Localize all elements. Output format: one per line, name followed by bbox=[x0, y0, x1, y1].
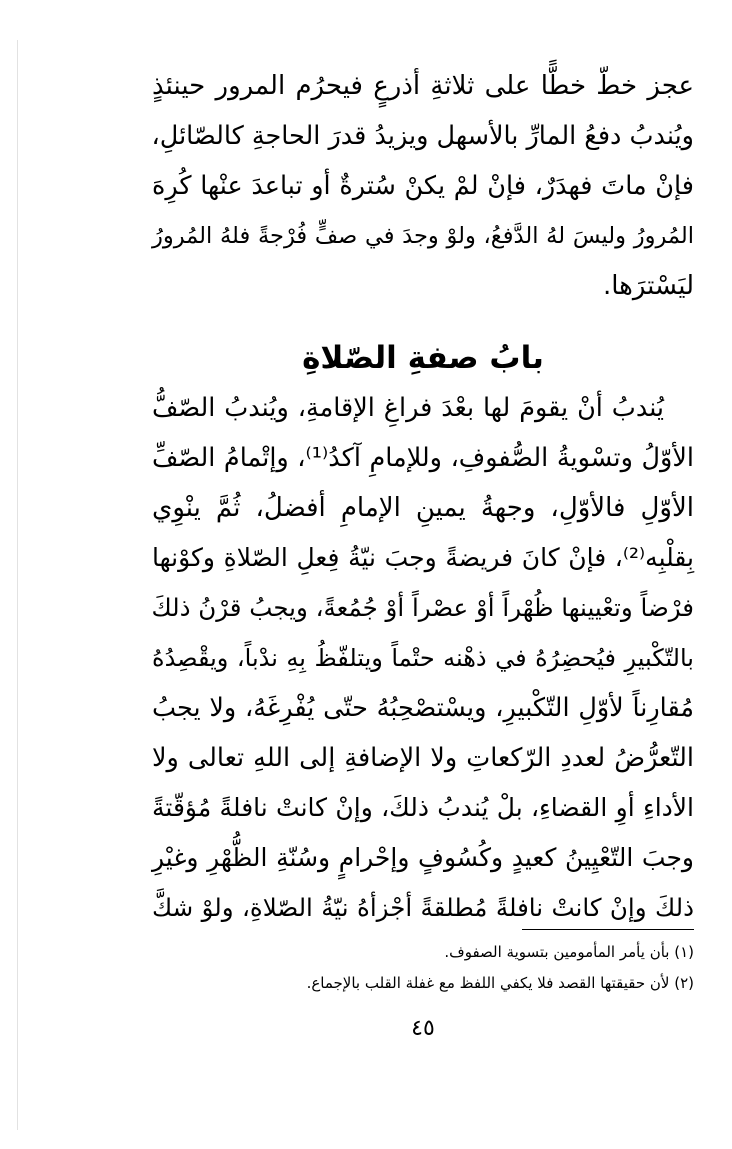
text-line: مُقارِناً لأوّلِ التّكْبيرِ، ويسْتصْحِبُهُ حتّى يُفْرِغَهُ، ولا يجبُ bbox=[152, 693, 694, 723]
text-line: الأوّلِ فالأوّلِ، وجهةُ يمينِ الإمامِ أفضلُ، ثُمَّ ينْوِي bbox=[152, 493, 694, 523]
text-line: الأداءِ أوِ القضاءِ، بلْ يُندبُ ذلكَ، وإنْ كانتْ نافلةً مُؤقّتةً bbox=[152, 793, 694, 822]
text-line: ويُندبُ دفعُ المارِّ بالأسهل ويزيدُ قدرَ الحاجةِ كالصّائلِ، bbox=[151, 121, 694, 151]
chapter-title: بابُ صفةِ الصّلاةِ bbox=[302, 340, 544, 376]
page-margin-line bbox=[17, 40, 18, 1130]
text-line: ليَسْترَها. bbox=[602, 271, 694, 301]
text-line: عجز خطّ خطًّا على ثلاثةِ أذرعٍ فيحرُم المرور حينئذٍ bbox=[152, 71, 694, 101]
body-text-top bbox=[152, 61, 694, 311]
text-line: بِقلْبِه⁽²⁾، فإنْ كانَ فريضةً وجبَ نيّةُ فِعلِ الصّلاةِ وكوْنها bbox=[152, 543, 694, 572]
text-line: يُندبُ أنْ يقومَ لها بعْدَ فراغِ الإقامةِ، ويُندبُ الصّفُّ bbox=[152, 393, 664, 423]
text-line: الأوّلُ وتسْويةُ الصُّفوفِ، وللإمامِ آكدُ⁽¹⁾، وإتْمامُ الصّفِّ bbox=[152, 443, 694, 473]
text-line: فإنْ ماتَ فهدَرٌ، فإنْ لمْ يكنْ سُترةٌ أو تباعدَ عنْها كُرِهَ bbox=[152, 171, 694, 201]
text-line: فرْضاً وتعْيينها ظُهْراً أوْ عصْراً أوْ جُمُعةً، ويجبُ قرْنُ ذلكَ bbox=[151, 593, 694, 622]
footnote: (١) بأن يأمر المأمومين بتسوية الصفوف. bbox=[444, 943, 694, 961]
body-text-bottom bbox=[152, 383, 694, 933]
text-line: التّعرُّضُ لعددِ الرّكعاتِ ولا الإضافةِ إلى اللهِ تعالى ولا bbox=[152, 743, 694, 773]
text-line: بالتّكْبيرِ فيُحضِرُهُ في ذهْنه حتْماً ويتلفّظُ بِهِ ندْباً، ويقْصِدُهُ bbox=[152, 644, 694, 672]
footnote-divider bbox=[522, 929, 694, 930]
text-line: المُرورُ وليسَ لهُ الدَّفعُ، ولوْ وجدَ في صفٍّ فُرْجةً فلهُ المُرورُ bbox=[152, 223, 694, 249]
footnote: (٢) لأن حقيقتها القصد فلا يكفي اللفظ مع غفلة القلب بالإجماع. bbox=[306, 974, 694, 992]
footnotes bbox=[152, 937, 694, 999]
page-number: ٤٥ bbox=[411, 1016, 435, 1041]
text-line: وجبَ التّعْيِينُ كعيدٍ وكُسُوفٍ وإحْرامٍ وسُنّةِ الظُّهْرِ وغيْرِ bbox=[152, 843, 694, 872]
text-line: ذلكَ وإنْ كانتْ نافلةً مُطلقةً أجْزأهُ نيّةُ الصّلاةِ، ولوْ شكَّ bbox=[152, 893, 694, 922]
